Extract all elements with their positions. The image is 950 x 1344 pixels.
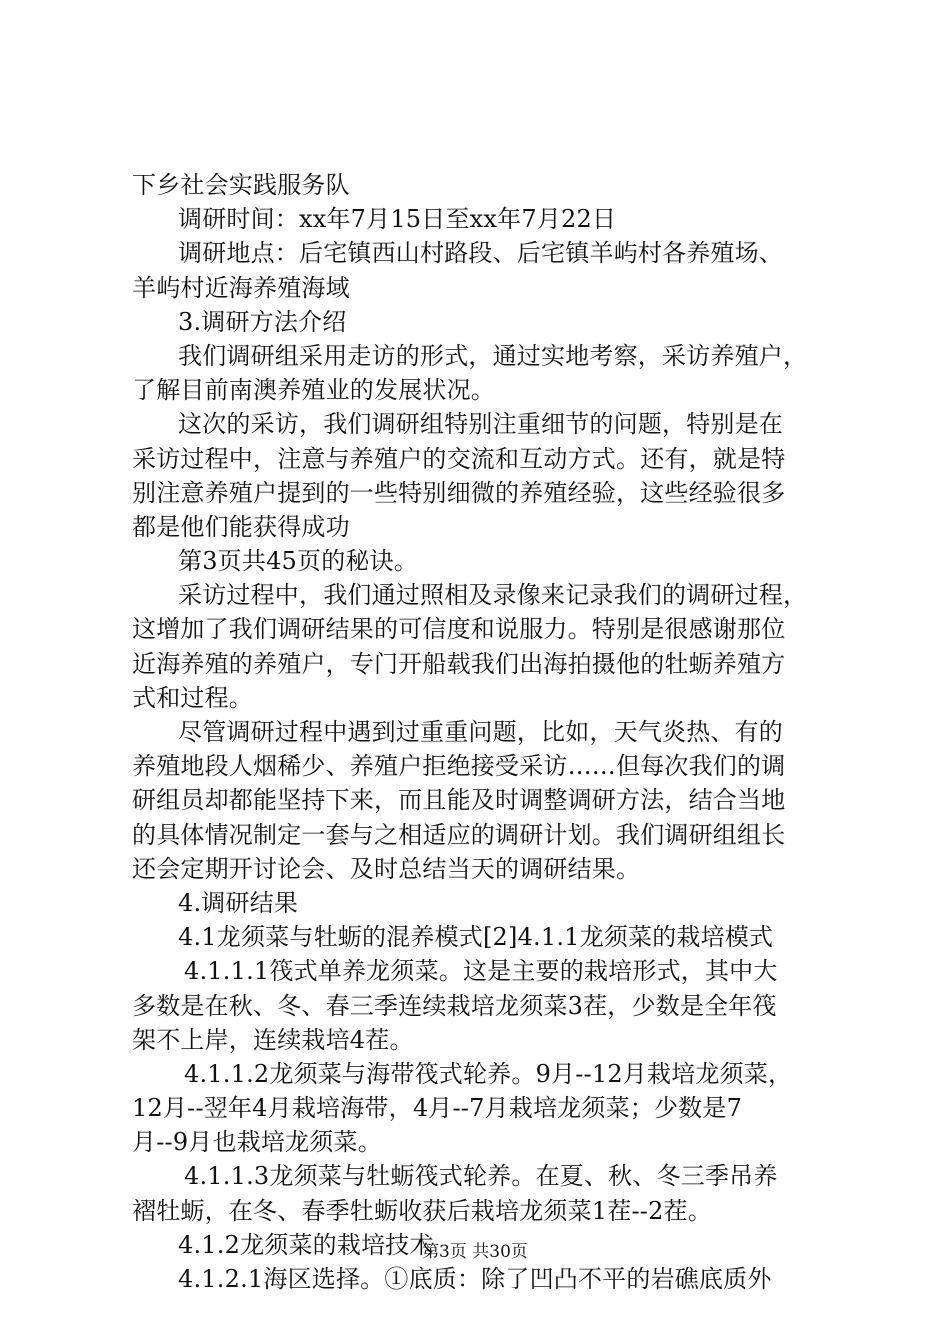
text-line: 养殖地段人烟稀少、养殖户拒绝接受采访……但每次我们的调 (132, 752, 786, 781)
text-line: 4.1.1.3龙须菜与牡蛎筏式轮养。在夏、秋、冬三季吊养 (184, 1162, 778, 1191)
text-line: 别注意养殖户提到的一些特别细微的养殖经验，这些经验很多 (132, 478, 786, 507)
subsection-heading: 4.1.2龙须菜的栽培技术 (178, 1230, 434, 1259)
text-line: 12月--翌年4月栽培海带，4月--7月栽培龙须菜；少数是7 (132, 1094, 743, 1123)
text-line: 调研时间：xx年7月15日至xx年7月22日 (178, 205, 617, 234)
document-body (132, 168, 832, 1296)
text-line: 4.1.2.1海区选择。①底质：除了凹凸不平的岩礁底质外 (178, 1265, 772, 1293)
text-line: 都是他们能获得成功 (132, 512, 350, 541)
text-line: 我们调研组采用走访的形式，通过实地考察，采访养殖户， (178, 341, 808, 370)
text-line: 调研地点：后宅镇西山村路段、后宅镇羊屿村各养殖场、 (178, 239, 783, 268)
text-line: 的具体情况制定一套与之相适应的调研计划。我们调研组组长 (132, 820, 786, 849)
text-line: 还会定期开讨论会、及时总结当天的调研结果。 (132, 854, 641, 883)
page-footer: 第3页 共30页 (422, 1242, 528, 1262)
section-heading: 4.调研结果 (178, 888, 299, 917)
text-line: 研组员却都能坚持下来，而且能及时调整调研方法，结合当地 (132, 786, 786, 815)
text-line: 这次的采访，我们调研组特别注重细节的问题，特别是在 (178, 410, 783, 439)
text-line: 了解目前南澳养殖业的发展状况。 (132, 376, 495, 405)
text-line: 架不上岸，连续栽培4茬。 (132, 1025, 414, 1054)
text-line: 多数是在秋、冬、春三季连续栽培龙须菜3茬，少数是全年筏 (132, 991, 777, 1020)
text-line: 尽管调研过程中遇到过重重问题，比如，天气炎热、有的 (178, 718, 783, 746)
text-line: 这增加了我们调研结果的可信度和说服力。特别是很感谢那位 (132, 615, 786, 644)
text-line: 采访过程中，我们通过照相及录像来记录我们的调研过程， (178, 581, 808, 610)
text-line: 4.1.1.2龙须菜与海带筏式轮养。9月--12月栽培龙须菜， (184, 1059, 793, 1088)
section-heading: 3.调研方法介绍 (178, 307, 347, 336)
text-line: 月--9月也栽培龙须菜。 (132, 1128, 382, 1157)
text-line: 羊屿村近海养殖海域 (132, 273, 350, 302)
text-line: 下乡社会实践服务队 (132, 171, 350, 199)
text-line: 式和过程。 (132, 683, 253, 712)
text-line: 褶牡蛎，在冬、春季牡蛎收获后栽培龙须菜1茬--2茬。 (132, 1196, 712, 1225)
text-line: 采访过程中，注意与养殖户的交流和互动方式。还有，就是特 (132, 444, 786, 473)
text-line: 第3页共45页的秘诀。 (178, 547, 419, 576)
text-line: 近海养殖的养殖户，专门开船载我们出海拍摄他的牡蛎养殖方 (132, 649, 786, 678)
subsection-heading: 4.1龙须菜与牡蛎的混养模式[2]4.1.1龙须菜的栽培模式 (178, 923, 774, 952)
text-line: 4.1.1.1筏式单养龙须菜。这是主要的栽培形式，其中大 (184, 957, 778, 986)
